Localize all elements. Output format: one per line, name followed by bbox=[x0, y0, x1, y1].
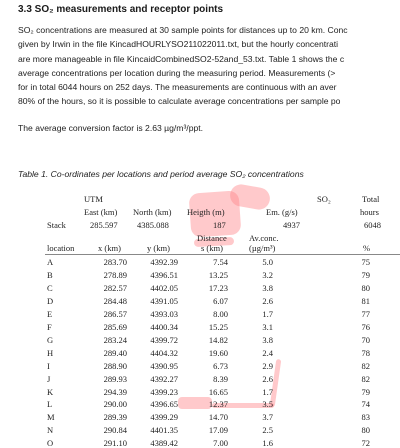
cell-pct: 75 bbox=[361, 257, 370, 267]
paragraph-line: 80% of the hours, so it is possible to calculate average concentrations per sample po bbox=[18, 96, 341, 107]
cell-s: 7.00 bbox=[213, 438, 228, 448]
cell-x: 283.70 bbox=[103, 257, 127, 267]
cell-conc: 3.5 bbox=[262, 399, 273, 410]
cell-y: 4392.27 bbox=[150, 373, 178, 384]
cell-conc: 3.8 bbox=[262, 282, 273, 293]
header-xkm: x (km) bbox=[98, 243, 121, 253]
cell-pct: 83 bbox=[361, 412, 370, 423]
cell-conc: 2.6 bbox=[262, 295, 273, 306]
cell-y: 4392.39 bbox=[150, 257, 178, 267]
header-skm: s (km) bbox=[201, 243, 223, 253]
header-distance: Distance bbox=[197, 233, 227, 243]
cell-location: D bbox=[47, 295, 54, 306]
cell-pct: 82 bbox=[361, 373, 370, 384]
cell-x: 283.24 bbox=[103, 334, 127, 345]
header-stack-hours: 6048 bbox=[364, 220, 381, 230]
cell-conc: 2.5 bbox=[262, 425, 273, 436]
cell-conc: 2.9 bbox=[262, 360, 273, 371]
cell-y: 4396.65 bbox=[150, 399, 178, 410]
cell-y: 4401.35 bbox=[150, 425, 178, 436]
cell-location: H bbox=[47, 347, 54, 358]
cell-y: 4396.51 bbox=[150, 269, 178, 280]
cell-pct: 80 bbox=[361, 282, 370, 293]
table-header-rule bbox=[45, 254, 400, 255]
cell-location: I bbox=[47, 360, 50, 371]
cell-x: 289.39 bbox=[103, 412, 127, 423]
header-hours: hours bbox=[360, 207, 379, 217]
cell-location: N bbox=[47, 425, 54, 436]
paragraph-line: average concentrations per location during the measuring period. Measurements (> bbox=[18, 67, 336, 78]
cell-x: 285.69 bbox=[103, 321, 127, 332]
cell-conc: 1.7 bbox=[262, 308, 273, 319]
cell-y: 4400.34 bbox=[150, 321, 178, 332]
cell-s: 14.70 bbox=[208, 412, 228, 423]
header-pct: % bbox=[363, 243, 371, 253]
header-avconc: Av.conc. bbox=[249, 233, 279, 243]
cell-pct: 81 bbox=[361, 295, 370, 306]
header-location: location bbox=[47, 243, 75, 253]
header-east: East (km) bbox=[84, 207, 118, 217]
cell-s: 8.00 bbox=[213, 308, 228, 319]
cell-s: 16.65 bbox=[208, 386, 228, 397]
cell-s: 19.60 bbox=[208, 347, 228, 358]
header-stack-em: 4937 bbox=[283, 220, 300, 230]
cell-conc: 1.6 bbox=[262, 438, 273, 448]
cell-s: 15.25 bbox=[208, 321, 228, 332]
cell-y: 4399.29 bbox=[150, 412, 178, 423]
cell-y: 4404.32 bbox=[150, 347, 178, 358]
cell-conc: 2.4 bbox=[262, 347, 273, 358]
cell-s: 7.54 bbox=[213, 257, 228, 267]
cell-x: 286.57 bbox=[103, 308, 127, 319]
cell-y: 4402.05 bbox=[150, 282, 178, 293]
cell-location: K bbox=[47, 386, 54, 397]
cell-x: 278.89 bbox=[103, 269, 127, 280]
cell-x: 290.84 bbox=[103, 425, 127, 436]
section-heading: 3.3 SO₂ measurements and receptor points bbox=[18, 4, 224, 15]
cell-location: M bbox=[47, 412, 55, 423]
cell-s: 17.23 bbox=[208, 282, 228, 293]
cell-x: 291.10 bbox=[103, 438, 127, 448]
header-stack-label: Stack bbox=[47, 220, 66, 230]
cell-s: 6.73 bbox=[213, 360, 228, 371]
cell-x: 282.57 bbox=[103, 282, 127, 293]
cell-location: F bbox=[47, 321, 52, 332]
cell-location: C bbox=[47, 282, 53, 293]
cell-conc: 3.8 bbox=[262, 334, 273, 345]
header-stack-height: 187 bbox=[213, 220, 226, 230]
header-height: Heigth (m) bbox=[187, 207, 225, 217]
cell-location: O bbox=[47, 438, 54, 448]
header-stack-east: 285.597 bbox=[90, 220, 118, 230]
header-ugm3: (µg/m³) bbox=[249, 243, 276, 253]
header-total: Total bbox=[362, 194, 380, 204]
cell-conc: 3.1 bbox=[262, 321, 273, 332]
cell-location: G bbox=[47, 334, 54, 345]
cell-y: 4389.42 bbox=[150, 438, 178, 448]
cell-conc: 3.2 bbox=[262, 269, 273, 280]
cell-y: 4390.95 bbox=[150, 360, 178, 371]
cell-x: 289.93 bbox=[103, 373, 127, 384]
paragraph-line: SO₂ concentrations are measured at 30 sample points for distances up to 20 km. Conc bbox=[18, 25, 348, 35]
header-stack-north: 4385.088 bbox=[137, 220, 169, 230]
cell-pct: 79 bbox=[361, 269, 370, 280]
cell-x: 288.90 bbox=[103, 360, 127, 371]
cell-pct: 82 bbox=[361, 360, 370, 371]
cell-x: 290.00 bbox=[103, 399, 127, 410]
cell-conc: 2.6 bbox=[262, 373, 273, 384]
cell-s: 13.25 bbox=[208, 269, 228, 280]
paragraph-line: are more manageable in file KincaidCombinedSO2-52and_53.txt. Table 1 shows the c bbox=[18, 53, 345, 64]
cell-s: 17.09 bbox=[208, 425, 228, 436]
highlight-mark-row-h bbox=[178, 397, 212, 409]
cell-s: 14.82 bbox=[208, 334, 228, 345]
cell-y: 4393.03 bbox=[150, 308, 178, 319]
cell-pct: 76 bbox=[361, 321, 370, 332]
cell-conc: 5.0 bbox=[262, 257, 273, 267]
intro-paragraph bbox=[18, 23, 348, 109]
cell-location: J bbox=[47, 373, 51, 384]
paragraph-line: for in total 6044 hours on 252 days. The measurements are continuous with an aver bbox=[18, 82, 337, 93]
cell-pct: 77 bbox=[361, 308, 370, 319]
cell-location: E bbox=[47, 308, 53, 319]
cell-y: 4391.05 bbox=[150, 295, 178, 306]
header-north: North (km) bbox=[133, 207, 172, 217]
paragraph-line: given by Irwin in the file KincadHOURLYSO211022011.txt, but the hourly concentrati bbox=[18, 39, 339, 50]
cell-pct: 78 bbox=[361, 347, 370, 358]
cell-pct: 70 bbox=[361, 334, 370, 345]
cell-s: 12.37 bbox=[208, 399, 228, 410]
header-utm: UTM bbox=[84, 194, 103, 204]
table-caption: Table 1. Co-ordinates per locations and period average SO₂ concentrations bbox=[18, 169, 304, 179]
cell-x: 289.40 bbox=[103, 347, 127, 358]
cell-conc: 3.7 bbox=[262, 412, 273, 423]
cell-location: A bbox=[47, 257, 54, 267]
cell-x: 284.48 bbox=[103, 295, 127, 306]
header-so2: SO₂ bbox=[317, 194, 331, 204]
header-ykm: y (km) bbox=[147, 243, 170, 253]
cell-conc: 1.7 bbox=[262, 386, 273, 397]
cell-s: 8.39 bbox=[213, 373, 228, 384]
conversion-factor-text: The average conversion factor is 2.63 µg/m³/ppt. bbox=[18, 123, 204, 133]
cell-y: 4399.23 bbox=[150, 386, 178, 397]
cell-pct: 72 bbox=[361, 438, 370, 448]
cell-pct: 74 bbox=[361, 399, 370, 410]
cell-pct: 79 bbox=[361, 386, 370, 397]
cell-pct: 80 bbox=[361, 425, 370, 436]
cell-y: 4399.72 bbox=[150, 334, 178, 345]
cell-x: 294.39 bbox=[103, 386, 127, 397]
cell-location: B bbox=[47, 269, 53, 280]
cell-location: L bbox=[47, 399, 53, 410]
header-em: Em. (g/s) bbox=[266, 207, 298, 217]
cell-s: 6.07 bbox=[213, 295, 228, 306]
